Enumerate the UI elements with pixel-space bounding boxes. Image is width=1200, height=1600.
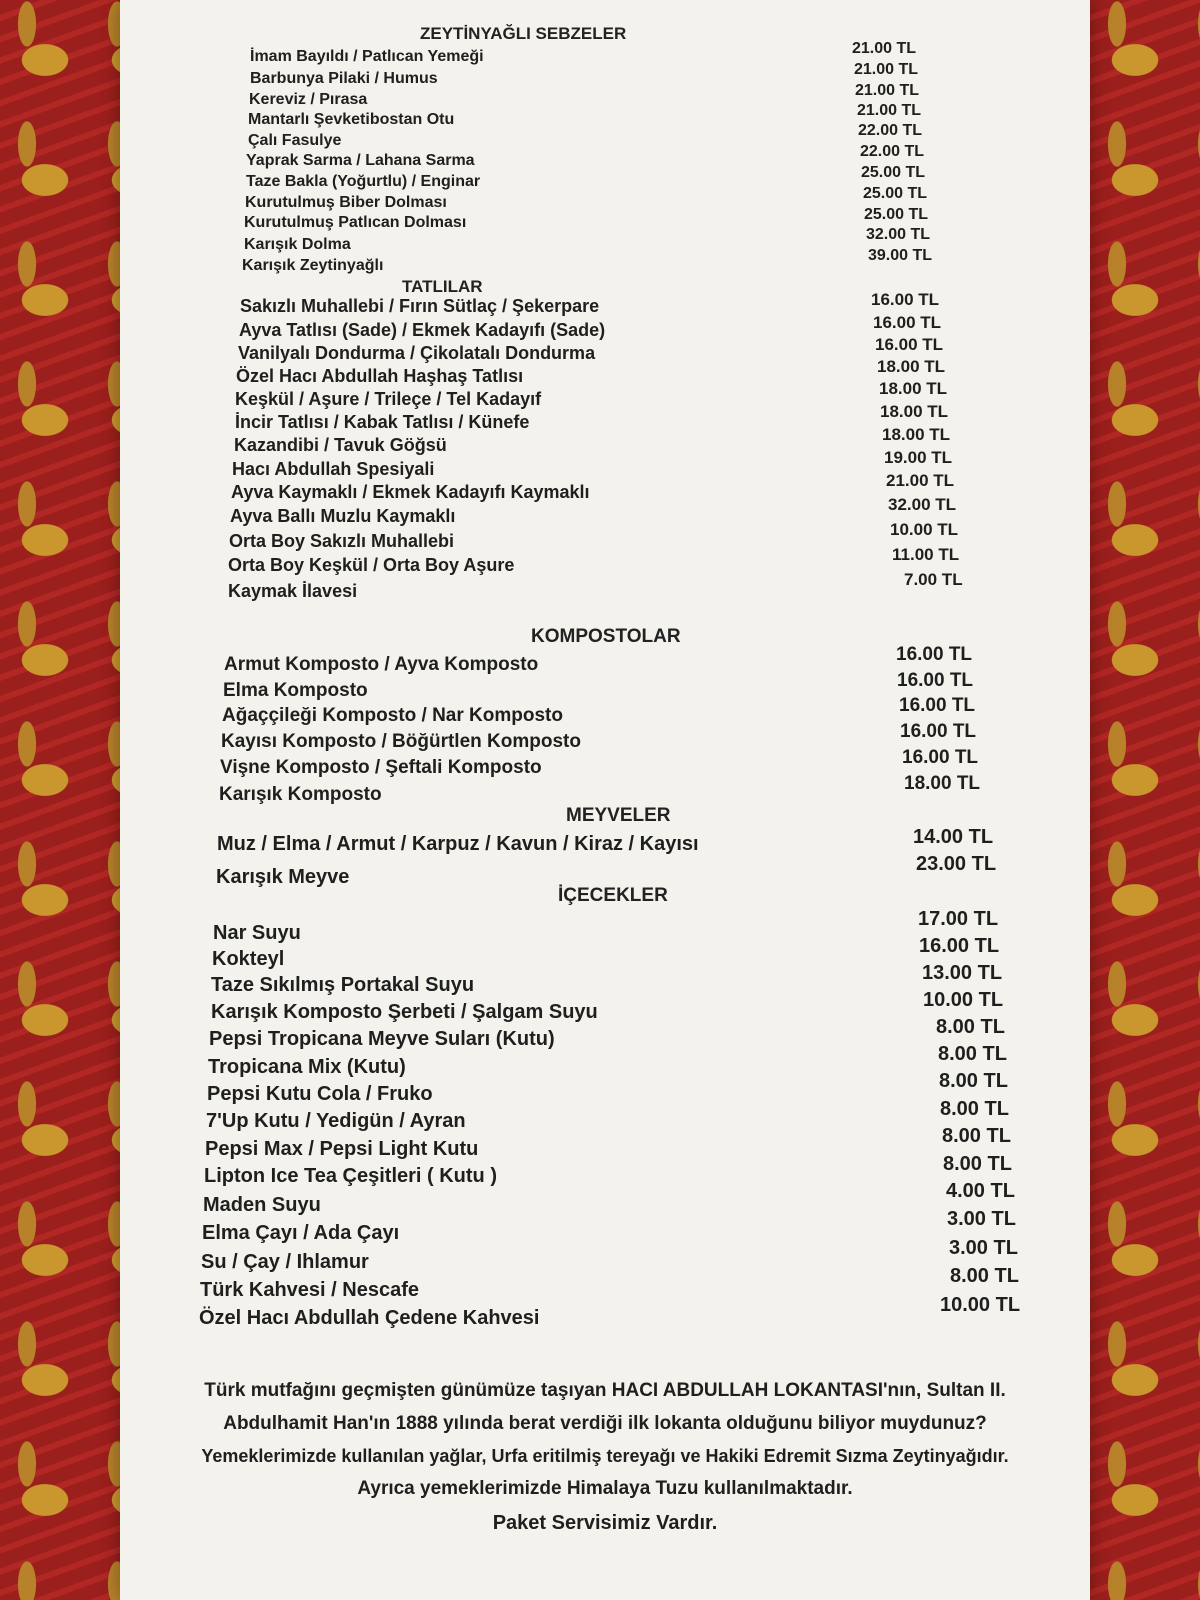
menu-item-price: 21.00 TL xyxy=(855,82,920,99)
menu-item-name: Armut Komposto / Ayva Komposto xyxy=(224,654,539,675)
menu-item-name: Maden Suyu xyxy=(203,1194,321,1216)
menu-item-price: 18.00 TL xyxy=(879,379,948,398)
menu-item-price: 8.00 TL xyxy=(940,1098,1009,1120)
menu-item-price: 17.00 TL xyxy=(918,908,999,930)
menu-item-price: 21.00 TL xyxy=(857,102,922,119)
menu-item-name: Kayısı Komposto / Böğürtlen Komposto xyxy=(221,731,581,752)
menu-item-name: Ayva Tatlısı (Sade) / Ekmek Kadayıfı (Sade) xyxy=(239,320,606,340)
menu-item-name: Tropicana Mix (Kutu) xyxy=(208,1056,406,1078)
menu-item-name: İncir Tatlısı / Kabak Tatlısı / Künefe xyxy=(235,412,530,432)
menu-item-name: Vişne Komposto / Şeftali Komposto xyxy=(220,757,542,778)
menu-item-name: Barbunya Pilaki / Humus xyxy=(250,70,438,87)
menu-item-price: 32.00 TL xyxy=(866,226,931,243)
menu-item-name: Çalı Fasulye xyxy=(248,132,342,149)
menu-item-name: Mantarlı Şevketibostan Otu xyxy=(248,111,455,128)
menu-item-name: Pepsi Kutu Cola / Fruko xyxy=(207,1083,433,1105)
footer-line: Abdulhamit Han'ın 1888 yılında berat verdiği ilk lokanta olduğunu biliyor muydunuz? xyxy=(223,1413,987,1434)
menu-item-price: 23.00 TL xyxy=(916,853,997,875)
menu-item-price: 19.00 TL xyxy=(884,448,953,467)
menu-item-name: Su / Çay / Ihlamur xyxy=(201,1251,369,1273)
footer-line: Paket Servisimiz Vardır. xyxy=(492,1512,718,1534)
menu-item-price: 16.00 TL xyxy=(897,670,974,691)
menu-item-price: 16.00 TL xyxy=(873,313,942,332)
footer-line: Türk mutfağını geçmişten günümüze taşıyan HACI ABDULLAH LOKANTASI'nın, Sultan II. xyxy=(204,1380,1006,1401)
menu-item-price: 14.00 TL xyxy=(913,826,994,848)
section-heading-icecekler: İÇECEKLER xyxy=(558,885,668,906)
menu-item-name: Hacı Abdullah Spesiyali xyxy=(232,459,435,479)
menu-item-name: Elma Komposto xyxy=(223,680,368,701)
menu-item-price: 21.00 TL xyxy=(852,40,917,57)
section-heading-tatlilar: TATLILAR xyxy=(402,277,483,296)
menu-item-name: Muz / Elma / Armut / Karpuz / Kavun / Kiraz / Kayısı xyxy=(217,833,699,855)
menu-item-name: Karışık Zeytinyağlı xyxy=(242,257,384,274)
menu-item-name: Ayva Ballı Muzlu Kaymaklı xyxy=(230,506,456,526)
menu-item-name: Özel Hacı Abdullah Haşhaş Tatlısı xyxy=(236,366,524,386)
menu-item-name: Karışık Komposto Şerbeti / Şalgam Suyu xyxy=(211,1001,598,1023)
menu-item-name: Karışık Meyve xyxy=(216,866,350,888)
menu-item-name: Pepsi Tropicana Meyve Suları (Kutu) xyxy=(209,1028,555,1050)
menu-item-price: 8.00 TL xyxy=(950,1265,1019,1287)
menu-item-name: Kaymak İlavesi xyxy=(228,581,358,601)
menu-item-price: 25.00 TL xyxy=(861,164,926,181)
menu-item-price: 16.00 TL xyxy=(919,935,1000,957)
menu-item-name: Keşkül / Aşure / Trileçe / Tel Kadayıf xyxy=(235,389,542,409)
menu-item-price: 22.00 TL xyxy=(860,143,925,160)
menu-item-name: Kurutulmuş Patlıcan Dolması xyxy=(244,214,467,231)
menu-item-price: 21.00 TL xyxy=(886,471,955,490)
decorative-border-left xyxy=(0,0,140,1600)
menu-item-price: 3.00 TL xyxy=(947,1208,1016,1230)
menu-item-price: 8.00 TL xyxy=(939,1070,1008,1092)
menu-item-name: Orta Boy Keşkül / Orta Boy Aşure xyxy=(228,555,515,575)
decorative-border-right xyxy=(1090,0,1200,1600)
menu-item-price: 16.00 TL xyxy=(899,695,976,716)
menu-item-price: 18.00 TL xyxy=(880,402,949,421)
menu-item-name: Ağaççileği Komposto / Nar Komposto xyxy=(222,705,563,726)
menu-item-name: Türk Kahvesi / Nescafe xyxy=(200,1279,419,1301)
section-heading-zeytinyagli: ZEYTİNYAĞLI SEBZELER xyxy=(420,24,627,43)
menu-item-name: Kereviz / Pırasa xyxy=(249,91,368,108)
menu-item-price: 25.00 TL xyxy=(863,185,928,202)
menu-item-price: 10.00 TL xyxy=(890,520,959,539)
menu-item-name: Kazandibi / Tavuk Göğsü xyxy=(234,435,447,455)
menu-item-name: Ayva Kaymaklı / Ekmek Kadayıfı Kaymaklı xyxy=(231,482,590,502)
menu-item-price: 32.00 TL xyxy=(888,495,957,514)
menu-item-price: 8.00 TL xyxy=(942,1125,1011,1147)
menu-item-name: Sakızlı Muhallebi / Fırın Sütlaç / Şekerpare xyxy=(240,296,600,316)
menu-item-price: 7.00 TL xyxy=(904,570,963,589)
menu-item-price: 11.00 TL xyxy=(892,545,960,564)
menu-sheet xyxy=(120,0,1090,1600)
menu-item-price: 8.00 TL xyxy=(943,1153,1012,1175)
menu-item-name: Taze Bakla (Yoğurtlu) / Enginar xyxy=(246,173,481,190)
menu-item-name: Taze Sıkılmış Portakal Suyu xyxy=(211,974,475,996)
menu-item-name: Orta Boy Sakızlı Muhallebi xyxy=(229,531,455,551)
menu-item-price: 16.00 TL xyxy=(902,747,979,768)
section-heading-meyveler: MEYVELER xyxy=(566,805,671,826)
menu-item-price: 25.00 TL xyxy=(864,206,929,223)
section-heading-kompostolar: KOMPOSTOLAR xyxy=(531,626,681,647)
footer-line: Yemeklerimizde kullanılan yağlar, Urfa eritilmiş tereyağı ve Hakiki Edremit Sızma Zeytinyağıdır. xyxy=(201,1446,1009,1466)
menu-item-name: Kokteyl xyxy=(212,948,285,970)
menu-item-price: 8.00 TL xyxy=(938,1043,1007,1065)
menu-item-price: 10.00 TL xyxy=(923,989,1004,1011)
menu-item-name: Lipton Ice Tea Çeşitleri ( Kutu ) xyxy=(204,1165,497,1187)
menu-item-name: Kurutulmuş Biber Dolması xyxy=(245,194,447,211)
menu-item-name: Karışık Dolma xyxy=(244,236,351,253)
menu-item-name: Vanilyalı Dondurma / Çikolatalı Dondurma xyxy=(238,343,596,363)
menu-item-price: 39.00 TL xyxy=(868,247,933,264)
menu-item-price: 16.00 TL xyxy=(875,335,944,354)
menu-item-price: 16.00 TL xyxy=(900,721,977,742)
menu-item-name: Yaprak Sarma / Lahana Sarma xyxy=(246,152,475,169)
menu-item-price: 21.00 TL xyxy=(854,61,919,78)
menu-item-name: Nar Suyu xyxy=(213,922,301,944)
menu-item-price: 13.00 TL xyxy=(922,962,1003,984)
menu-item-price: 10.00 TL xyxy=(940,1294,1021,1316)
menu-item-price: 18.00 TL xyxy=(904,773,981,794)
menu-item-name: İmam Bayıldı / Patlıcan Yemeği xyxy=(250,48,484,65)
menu-item-price: 22.00 TL xyxy=(858,122,923,139)
menu-item-price: 4.00 TL xyxy=(946,1180,1015,1202)
menu-item-name: 7'Up Kutu / Yedigün / Ayran xyxy=(206,1110,466,1132)
menu-item-price: 18.00 TL xyxy=(877,357,946,376)
menu-item-price: 3.00 TL xyxy=(949,1237,1018,1259)
menu-item-name: Elma Çayı / Ada Çayı xyxy=(202,1222,400,1244)
menu-item-price: 8.00 TL xyxy=(936,1016,1005,1038)
menu-item-name: Pepsi Max / Pepsi Light Kutu xyxy=(205,1138,479,1160)
menu-item-price: 16.00 TL xyxy=(871,290,940,309)
menu-item-name: Özel Hacı Abdullah Çedene Kahvesi xyxy=(199,1307,540,1329)
menu-item-name: Karışık Komposto xyxy=(219,784,382,805)
menu-item-price: 18.00 TL xyxy=(882,425,951,444)
menu-item-price: 16.00 TL xyxy=(896,644,973,665)
footer-line: Ayrıca yemeklerimizde Himalaya Tuzu kullanılmaktadır. xyxy=(357,1478,853,1499)
